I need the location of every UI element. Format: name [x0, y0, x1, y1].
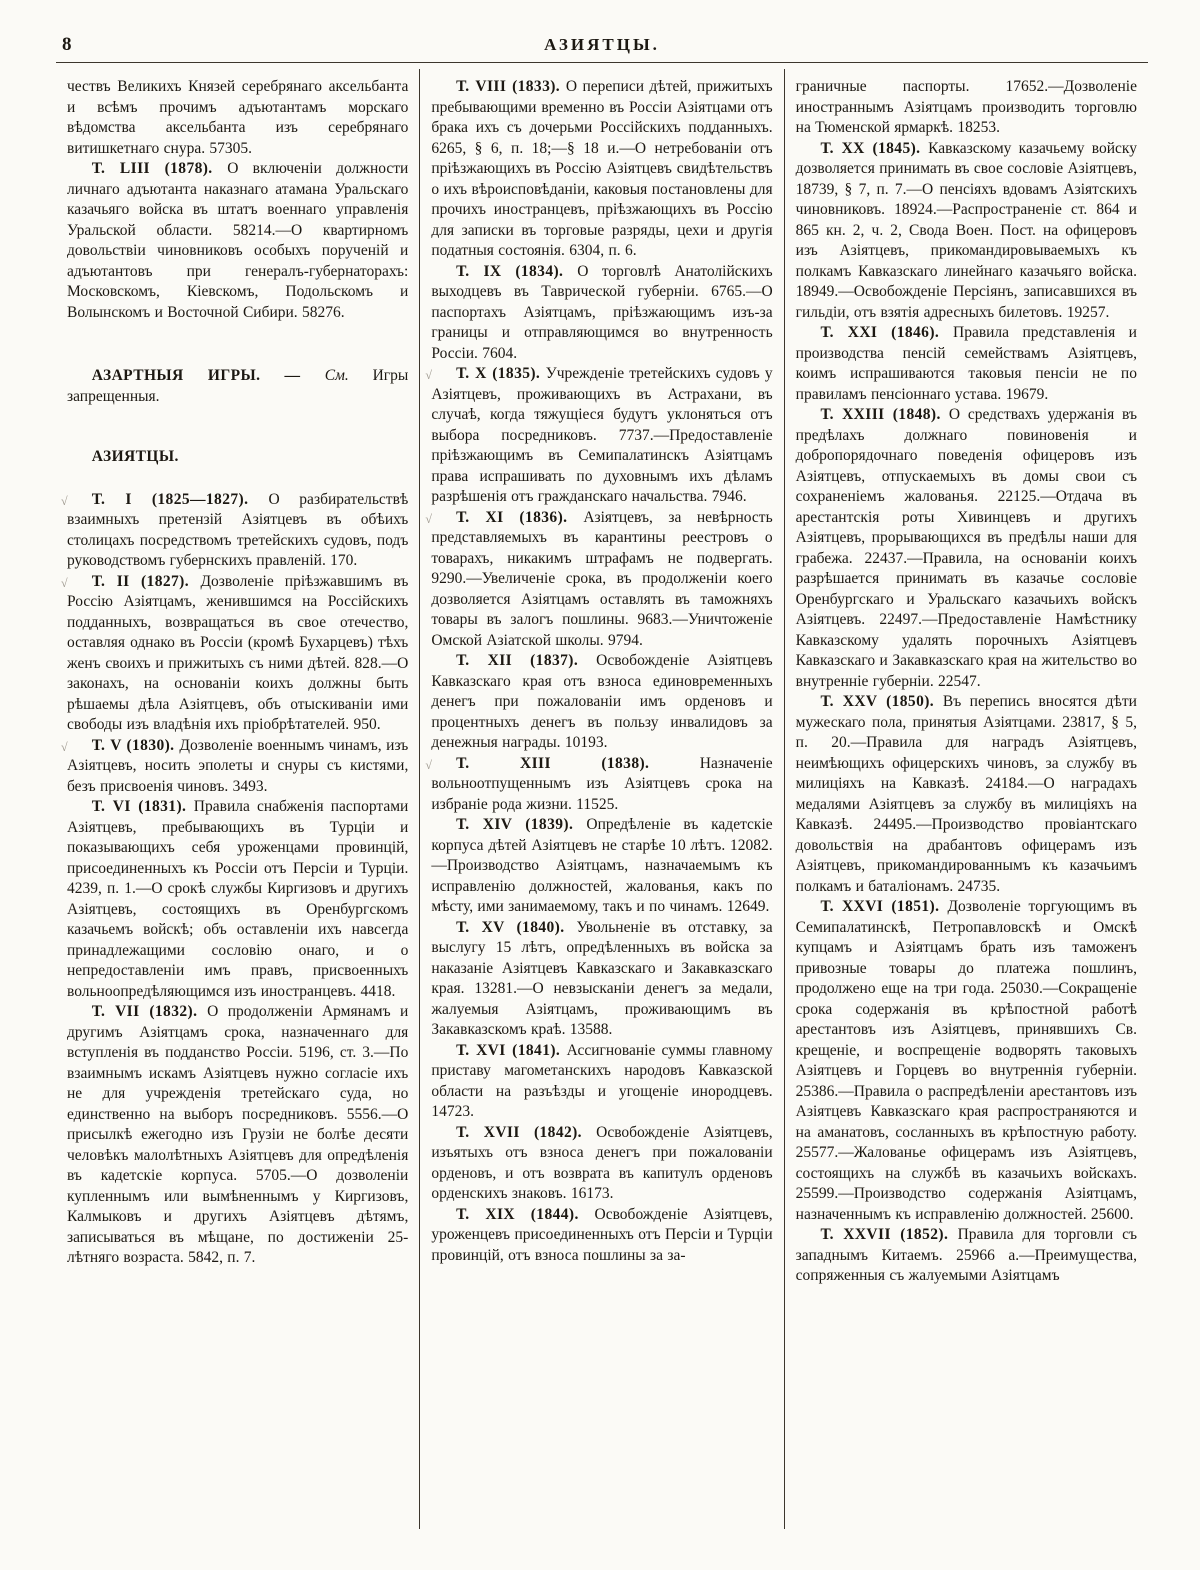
page-header — [56, 28, 1148, 63]
entry-lead: Т. V (1830). — [91, 736, 180, 754]
index-entry — [425, 754, 773, 816]
entry-text: Правила для торговли съ западнымъ Китаемъ. 25966 а.—Преимущества, сопряженныя съ жалуемыми Азіятцамъ — [795, 1226, 1137, 1284]
index-entry — [67, 159, 408, 323]
entry-lead: Т. VII (1832). — [91, 1003, 208, 1020]
entry-lead: Т. X (1835). — [456, 365, 546, 382]
entry-lead: Т. VI (1831). — [91, 798, 194, 815]
entry-text: Кавказскому казачьему войску дозволяется принимать въ свое сословіе Азіятцевъ, 18739, § 7, п. 7.—О пенсіяхъ вдовамъ Азіятскихъ чиновниковъ. 18924.—Распространеніе ст. 864 и 865 кн. 2, ч. 2, Свода Воен. Пост. на офицеровъ изъ Азіятцевъ, прикомандировываемыхъ къ полкамъ Кавказскаго линейнаго казачьяго войска. 18949.—Освобожденіе Персіянъ, записавшихся въ гильдіи, отъ взятія адресныхъ билетовъ. 19257. — [795, 139, 1137, 321]
entry-lead: Т. XXVI (1851). — [820, 898, 948, 915]
index-entry — [431, 1205, 772, 1267]
entry-lead: Т. XIX (1844). — [456, 1205, 595, 1223]
index-entry — [431, 1123, 772, 1205]
entry-lead: Т. XI (1836). — [456, 508, 584, 526]
index-entry — [431, 651, 772, 754]
entry-lead: АЗИЯТЦЫ. — [91, 448, 179, 465]
entry-text: О продолженіи Армянамъ и другимъ Азіятцамъ срока, назначеннаго для вступленія въ подданство Россіи. 5196, ст. 3.—По взаимнымъ искамъ Азіятцевъ нужно согласіе ихъ не для учрежденія третейскаго суда, но единственно на выборъ посредниковъ. 5556.—О присылкѣ ежегодно изъ Грузіи не болѣе десяти человѣкъ малолѣтныхъ Азіятцевъ для опредѣленія въ кадетскіе корпуса. 5705.—О дозволеніи купленнымъ или вымѣненнымъ у Киргизовъ, Калмыковъ и другихъ Азіятцевъ дѣтямъ, записываться въ мѣщане, по достиженіи 25-лѣтняго возраста. 5842, п. 7. — [67, 1003, 409, 1266]
entry-lead: Т. XII (1837). — [456, 652, 597, 669]
margin-checkmark: √ — [425, 511, 432, 526]
entry-lead: Т. XX (1845). — [820, 139, 929, 157]
entry-text: Опредѣленіе въ кадетскіе корпуса дѣтей Азіятцевъ не старѣе 10 лѣтъ. 12082.—Производство Азіятцамъ, назначаемымъ къ исправленію должностей, жалованья, какъ по мѣсту, ими занимаемому, такъ и по чинамъ. 12649. — [431, 816, 773, 915]
entry-lead: Т. VIII (1833). — [456, 78, 566, 95]
running-head: АЗИЯТЦЫ. — [544, 35, 660, 54]
column-3 — [784, 69, 1148, 1529]
index-entry — [67, 1002, 408, 1269]
entry-text: Назначеніе вольноотпущеннымъ изъ Азіятцевъ срока на избраніе рода жизни. 11525. — [431, 754, 773, 813]
margin-checkmark: √ — [425, 368, 432, 382]
margin-checkmark: √ — [425, 757, 432, 772]
index-entry — [61, 490, 409, 572]
index-entry — [425, 508, 773, 652]
entry-lead: Т. XXV (1850). — [820, 693, 943, 710]
entry-text: Дозволеніе военнымъ чинамъ, изъ Азіятцевъ, носить эполеты и снуры съ кистями, безъ присвоенія чиновъ. 3493. — [67, 736, 409, 795]
entry-text: Освобожденіе Азіятцевъ Кавказскаго края отъ взноса единовременныхъ денегъ при пожалованіи имъ орденовъ и процентныхъ денегъ въ пользу инвалидовъ за денежныя награды. 10193. — [431, 652, 773, 751]
index-entry — [796, 1225, 1137, 1287]
entry-text: граничные паспорты. 17652.—Дозволеніе иностраннымъ Азіятцамъ производить торговлю на Тюменской ярмаркѣ. 18253. — [795, 78, 1137, 136]
index-entry — [796, 405, 1137, 692]
index-entry — [425, 364, 773, 508]
index-entry — [61, 572, 409, 736]
entry-text: Правила представленія и производства пенсій семействамъ Азіятцевъ, коимъ испрашиваются таковыя пенсіи не по правиламъ пенсіоннаго устава. 19679. — [795, 324, 1137, 403]
entry-lead: Т. XVI (1841). — [456, 1041, 567, 1059]
index-entry — [796, 692, 1137, 897]
entry-text: О торговлѣ Анатолійскихъ выходцевъ въ Таврической губерніи. 6765.—О паспортахъ Азіятцамъ, пріѣзжающимъ изъ-за границы и отправляющимся во внутренность Россіи. 7604. — [431, 262, 773, 362]
index-entry — [796, 897, 1137, 1225]
entry-text: Освобожденіе Азіятцевъ, уроженцевъ присоединенныхъ отъ Персіи и Турціи провинцій, отъ взноса пошлины за за- — [431, 1205, 773, 1264]
column-1 — [56, 69, 419, 1529]
entry-text: О разбирательствѣ взаимныхъ претензій Азіятцевъ въ обѣихъ столицахъ посредствомъ третейскихъ судовъ, подъ руководствомъ губернскихъ правленій. 170. — [67, 490, 409, 569]
entry-lead: Т. IX (1834). — [456, 262, 578, 280]
continuation-paragraph — [67, 77, 408, 159]
text-columns — [56, 69, 1148, 1529]
entry-text: Правила снабженія паспортами Азіятцевъ, пребывающихъ въ Турціи и показывающихъ себя уроженцами провинцій, присоединенныхъ къ Россіи отъ Персіи и Турціи. 4239, п. 1.—О срокѣ службы Киргизовъ и другихъ Азіятцевъ, состоящихъ въ Оренбургскомъ казачьемъ войскѣ; объ оставленіи ихъ навсегда принадлежащими сословію онаго, и о непредоставленіи имъ правъ, присвоенныхъ вольноопредѣляющимся изъ иностранцевъ. 4418. — [67, 798, 409, 1000]
index-entry — [431, 262, 772, 365]
entry-text: Въ перепись вносятся дѣти мужескаго пола, принятыя Азіятцами. 23817, § 5, п. 20.—Правила для наградъ Азіятцевъ, неимѣющихъ офицерскихъ чиновъ, за службу въ милиціяхъ на Кавказѣ. 24184.—О наградахъ медалями Азіятцевъ за службу въ милиціяхъ на Кавказѣ. 24495.—Производство провіантскаго довольствія на драбантовъ офицерамъ изъ Азіятцевъ, прикомандированнымъ къ казачьимъ полкамъ и баталіонамъ. 24735. — [795, 693, 1137, 895]
column-2 — [419, 69, 783, 1529]
see-reference-italic: См. — [324, 367, 373, 384]
entry-text: О включеніи должности личнаго адъютанта наказнаго атамана Уральскаго казачьяго войска въ штатъ военнаго управленія Уральской области. 58214.—О квартирномъ довольствіи чиновниковъ особыхъ порученій и адъютантовъ при генералъ-губернаторахъ: Московскомъ, Кіевскомъ, Подольскомъ и Волынскомъ и Восточной Сибири. 58276. — [67, 160, 409, 321]
entry-lead: АЗАРТНЫЯ ИГРЫ. — — [91, 367, 325, 384]
entry-lead: Т. XIII (1838). — [456, 754, 700, 772]
entry-lead: Т. XV (1840). — [456, 918, 577, 936]
index-entry — [61, 736, 409, 798]
index-entry — [431, 918, 772, 1041]
entry-text: Освобожденіе Азіятцевъ, изъятыхъ отъ взноса денегъ при пожалованіи орденовъ, и отъ возврата въ капитулъ орденовъ орденскихъ знаковъ. 16173. — [431, 1123, 773, 1202]
entry-text: чествъ Великихъ Князей серебрянаго аксельбанта и всѣмъ прочимъ адъютантамъ морскаго вѣдомства аксельбанта изъ серебрянаго витишкетнаго снура. 57305. — [67, 78, 409, 157]
entry-text: Ассигнованіе суммы главному приставу магометанскихъ народовъ Кавказской области на разъѣзды и угощеніе инородцевъ. 14723. — [431, 1041, 773, 1120]
entry-text: Игры запрещенныя. — [67, 367, 409, 405]
entry-lead: Т. XVII (1842). — [456, 1123, 597, 1141]
subject-heading — [67, 447, 408, 468]
continuation-paragraph — [796, 77, 1137, 139]
index-entry — [796, 139, 1137, 324]
index-entry — [796, 323, 1137, 405]
entry-lead: Т. XXI (1846). — [820, 324, 953, 341]
entry-text: Азіятцевъ, за невѣрность представляемыхъ въ карантины реестровъ о товарахъ, никакимъ штрафамъ не подвергать. 9290.—Увеличеніе срока, въ продолженіи коего дозволяется Азіятцамъ оставлять въ таможняхъ товары въ залогъ пошлины. 9683.—Уничтоженіе Омской Азіатской школы. 9794. — [431, 508, 773, 649]
margin-checkmark: √ — [61, 575, 68, 590]
margin-checkmark: √ — [61, 493, 68, 508]
entry-text: Дозволеніе пріѣзжавшимъ въ Россію Азіятцамъ, женившимся на Россійскихъ подданныхъ, возвращаться въ свое отечество, оставляя однако въ Россіи (кромѣ Бухарцевъ) тѣхъ женъ своихъ и прижитыхъ съ ними дѣтей. 828.—О законахъ, на основаніи коихъ должны быть рѣшаемы дѣла Азіятцевъ, объ отыскиваніи ими свободы изъ владѣнія ихъ пріобрѣтателей. 950. — [67, 572, 409, 733]
entry-lead: Т. XIV (1839). — [456, 816, 587, 833]
margin-checkmark: √ — [61, 739, 68, 754]
index-entry — [431, 1041, 772, 1123]
entry-lead: Т. II (1827). — [91, 572, 201, 590]
entry-text: О переписи дѣтей, прижитыхъ пребывающими временно въ Россіи Азіятцами отъ брака ихъ съ дочерьми Россійскихъ подданныхъ. 6265, § 6, п. 18;—§ 18 и.—О нетребованіи отъ пріѣзжающихъ въ Россію Азіятцевъ свидѣтельствъ о ихъ вѣроисповѣданіи, каковыя постановлены для прочихъ иностранцевъ, пріѣзжающихъ въ Россію для записки въ торговые разряды, цехи и другія податныя состоянія. 6304, п. 6. — [431, 78, 773, 259]
entry-lead: Т. I (1825—1827). — [91, 490, 269, 508]
entry-text: Увольненіе въ отставку, за выслугу 15 лѣтъ, опредѣленныхъ въ войска за наказаніе Азіятцевъ Кавказскаго и Закавказскаго края. 13281.—О невзысканіи денегъ за медали, жалуемыя Азіятцамъ, проживающимъ въ Закавказскомъ краѣ. 13588. — [431, 918, 773, 1038]
index-entry — [431, 815, 772, 918]
cross-reference-entry — [67, 366, 408, 407]
entry-lead: Т. LIII (1878). — [91, 160, 228, 177]
entry-text: Дозволеніе торгующимъ въ Семипалатинскѣ, Петропавловскѣ и Омскѣ купцамъ и Азіятцамъ брать изъ таможенъ привозные товары до платежа пошлинъ, продолжено еще на три года. 25030.—Сокращеніе срока содержанія въ крѣпостной работѣ арестантовъ изъ Азіятцевъ, принявшихъ Св. крещеніе, и воспрещеніе водворять таковыхъ Азіятцевъ и Горцевъ во внутреннія губерніи. 25386.—Правила о распредѣленіи арестантовъ изъ Азіятцевъ Кавказскаго края распространяются и на аманатовъ, сосланныхъ въ крѣпостную работу. 25577.—Жалованье офицерамъ изъ Азіятцевъ, состоящихъ на службѣ въ казачьихъ войскахъ. 25599.—Производство содержанія Азіятцамъ, назначеннымъ къ исправленію должностей. 25600. — [795, 898, 1137, 1223]
index-entry — [67, 797, 408, 1002]
entry-text: О средствахъ удержанія въ предѣлахъ должнаго повиновенія и добропорядочнаго поведенія офицеровъ изъ Азіятцевъ, отпускаемыхъ въ домы свои съ сохраненіемъ жалованья. 22125.—Отдача въ арестантскія роты Хивинцевъ и другихъ Азіятцевъ, прорывающихся въ предѣлы наши для грабежа. 22437.—Правила, на основаніи коихъ разрѣшается принимать въ казачье сословіе Оренбургскаго и Уральскаго казачьихъ войскъ Азіятцевъ. 22497.—Предоставленіе Намѣстнику Кавказскому удалять порочныхъ Азіятцевъ Кавказскаго и Закавказскаго края на жительство во внутренніе губерніи. 22547. — [795, 406, 1137, 690]
page-number: 8 — [62, 34, 72, 55]
entry-lead: Т. XXIII (1848). — [820, 406, 949, 423]
entry-lead: Т. XXVII (1852). — [820, 1226, 958, 1243]
index-entry — [431, 77, 772, 262]
entry-text: Учрежденіе третейскихъ судовъ у Азіятцевъ, проживающихъ въ Астрахани, въ случаѣ, когда тяжущіеся будутъ уклоняться отъ выбора посредниковъ. 7737.—Предоставленіе пріѣзжающимъ въ Семипалатинскъ Азіятцамъ права испрашивать по духовнымъ ихъ дѣламъ разрѣшенія отъ гражданскаго начальства. 7946. — [431, 365, 773, 505]
